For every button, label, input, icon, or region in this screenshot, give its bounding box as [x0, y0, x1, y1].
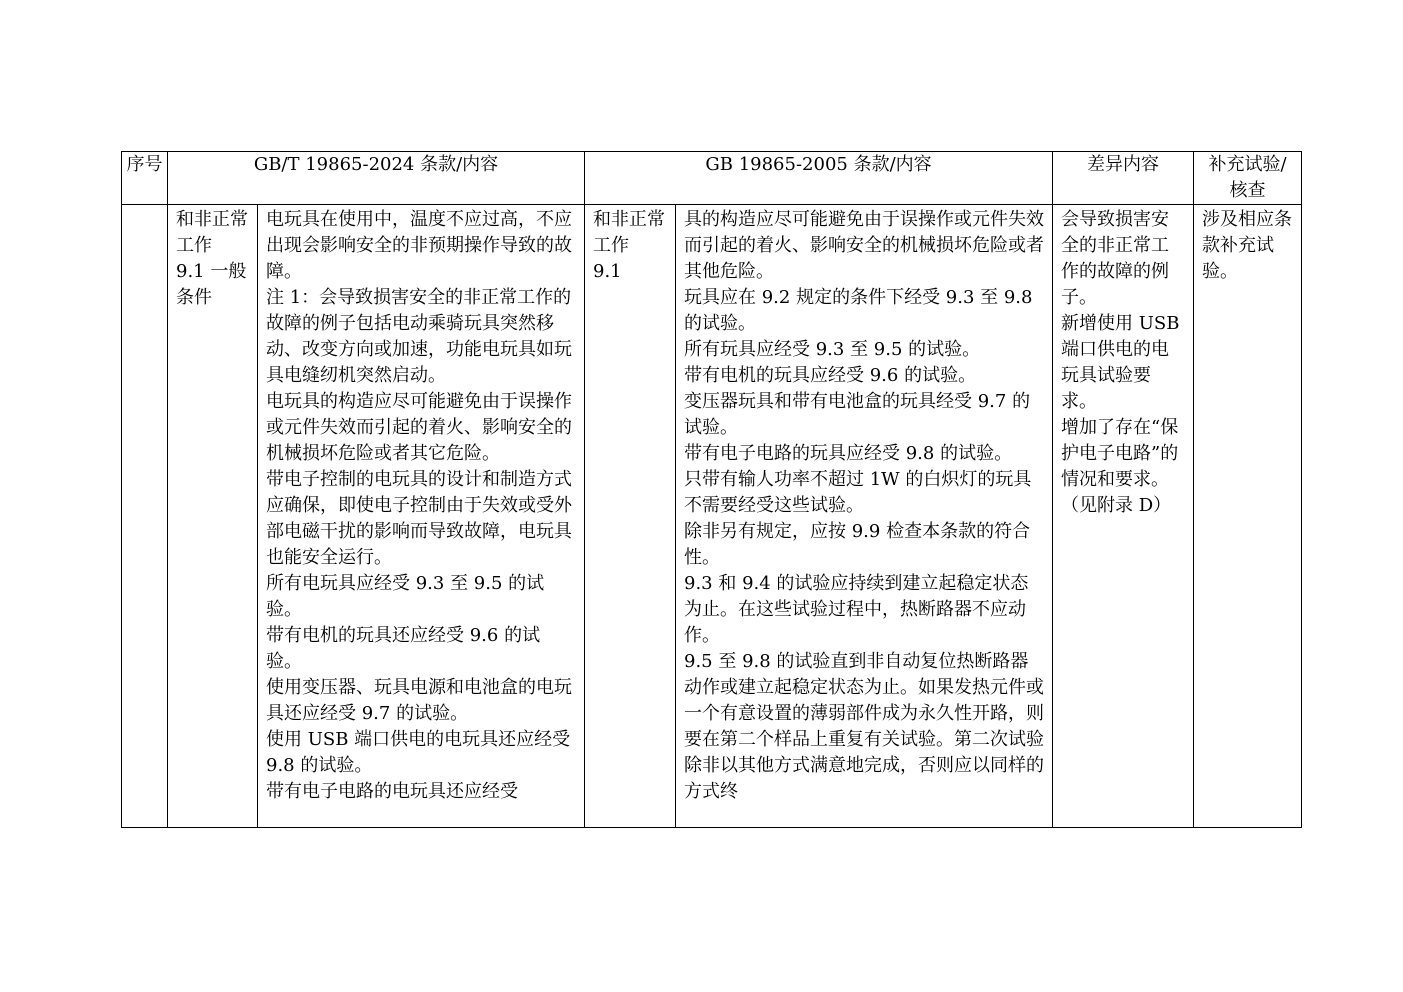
old-paragraph: 9.3 和 9.4 的试验应持续到建立起稳定状态为止。在这些试验过程中，热断路器不应动作。 [684, 573, 1029, 646]
old-clause-sub: 9.1 [593, 261, 622, 282]
old-paragraph: 变压器玩具和带有电池盒的玩具经受 9.7 的试验。 [684, 391, 1031, 438]
seq-cell [122, 205, 168, 828]
new-clause-title: 和非正常工作 [176, 209, 248, 256]
new-paragraph: 带有电机的玩具还应经受 9.6 的试验。 [266, 625, 541, 672]
new-note: 注 1：会导致损害安全的非正常工作的故障的例子包括电动乘骑玩具突然移动、改变方向或加速，功能电玩具如玩具电缝纫机突然启动。 [266, 287, 572, 386]
difference-cell [1053, 205, 1194, 828]
new-clause-cell [168, 205, 258, 828]
new-paragraph: 使用 USB 端口供电的电玩具还应经受 9.8 的试验。 [266, 729, 571, 776]
supplement-cell: 涉及相应条款补充试验。 [1194, 205, 1302, 828]
header-new-standard: GB/T 19865-2024 条款/内容 [168, 152, 585, 205]
old-clause-title: 和非正常工作 [593, 209, 665, 256]
new-clause-sub: 9.1 一般条件 [176, 261, 247, 308]
old-paragraph: 带有电子电路的玩具应经受 9.8 的试验。 [684, 443, 1013, 464]
difference-item: 增加了存在“保护电子电路”的情况和要求。（见附录 D） [1061, 417, 1179, 516]
old-paragraph: 除非另有规定，应按 9.9 检查本条款的符合性。 [684, 521, 1031, 568]
new-content-cell [258, 205, 585, 828]
new-paragraph: 使用变压器、玩具电源和电池盒的电玩具还应经受 9.7 的试验。 [266, 677, 572, 724]
old-paragraph: 9.5 至 9.8 的试验直到非自动复位热断路器动作或建立起稳定状态为止。如果发热元件或一个有意设置的薄弱部件成为永久性开路，则要在第二个样品上重复有关试验。第二次试验除非以其他方式满意地完成，否则应以同样的方式终 [684, 651, 1044, 802]
old-paragraph: 只带有输人功率不超过 1W 的白炽灯的玩具不需要经受这些试验。 [684, 469, 1032, 516]
difference-item: 会导致损害安全的非正常工作的故障的例子。 [1061, 209, 1170, 308]
table-row [122, 205, 1302, 828]
new-paragraph: 电玩具在使用中，温度不应过高，不应出现会影响安全的非预期操作导致的故障。 [266, 209, 572, 282]
old-paragraph: 玩具应在 9.2 规定的条件下经受 9.3 至 9.8 的试验。 [684, 287, 1033, 334]
new-paragraph: 带有电子电路的电玩具还应经受 [266, 781, 518, 802]
new-paragraph: 电玩具的构造应尽可能避免由于误操作或元件失效而引起的着火、影响安全的机械损坏危险或者其它危险。 [266, 391, 572, 464]
comparison-table [121, 151, 1302, 828]
old-paragraph: 所有玩具应经受 9.3 至 9.5 的试验。 [684, 339, 981, 360]
new-paragraph: 所有电玩具应经受 9.3 至 9.5 的试验。 [266, 573, 545, 620]
old-content-cell [676, 205, 1053, 828]
old-paragraph: 带有电机的玩具应经受 9.6 的试验。 [684, 365, 977, 386]
header-difference: 差异内容 [1053, 152, 1194, 205]
header-supplement: 补充试验/核查 [1194, 152, 1302, 205]
difference-item: 新增使用 USB 端口供电的电玩具试验要求。 [1061, 313, 1180, 412]
old-clause-cell [585, 205, 676, 828]
table-header-row [122, 152, 1302, 205]
header-old-standard: GB 19865-2005 条款/内容 [585, 152, 1053, 205]
new-paragraph: 带电子控制的电玩具的设计和制造方式应确保，即使电子控制由于失效或受外部电磁干扰的影响而导致故障，电玩具也能安全运行。 [266, 469, 572, 568]
header-seq: 序号 [122, 152, 168, 205]
old-paragraph: 具的构造应尽可能避免由于误操作或元件失效而引起的着火、影响安全的机械损坏危险或者其他危险。 [684, 209, 1044, 282]
